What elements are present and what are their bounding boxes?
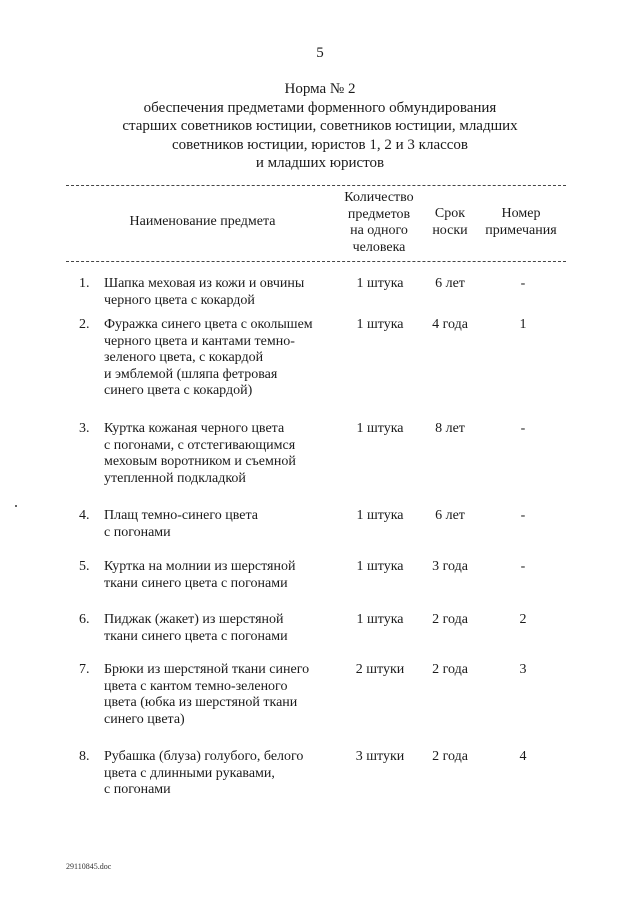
table-top-rule [66,185,566,186]
item-name-line: Брюки из шерстяной ткани синего [104,662,310,677]
column-header-name: Наименование предмета [129,214,276,229]
row-note: - [520,508,526,523]
column-header-note [478,206,564,239]
item-name-line: Куртка кожаная черного цвета [104,421,285,436]
row-quantity: 1 штука [356,559,404,574]
row-quantity: 1 штука [356,276,404,291]
item-name-line: синего цвета с кокардой) [104,383,253,398]
column-header-line: Срок [434,206,466,221]
row-number: 6. [79,612,90,627]
heading-line: и младших юристов [255,155,385,171]
row-number: 1. [79,276,90,291]
item-name-line: Рубашка (блуза) голубого, белого [104,749,304,764]
item-name-line: ткани синего цвета с погонами [104,628,288,644]
file-name-footer: 29110845.doc [66,862,112,871]
row-term: 2 года [432,662,468,677]
item-name-line: цвета (юбка из шерстяной ткани [104,695,298,710]
row-item-name [104,559,339,592]
row-term: 4 года [432,317,468,332]
row-note: 2 [519,612,527,627]
row-term: 2 года [432,749,468,764]
item-name-line: синего цвета) [104,711,185,727]
item-name-line: черного цвета и кантами темно- [104,333,295,349]
item-name-line: с погонами [104,524,171,540]
row-quantity: 2 штуки [355,662,405,677]
row-note: - [520,421,526,436]
row-item-name [104,749,339,799]
item-name-line: зеленого цвета, с кокардой [104,350,264,365]
row-item-name [104,612,339,645]
item-name-line: с погонами, с отстегивающимся [104,437,296,453]
heading-line: старших советников юстиции, советников юстиции, младших [122,118,518,134]
row-quantity: 1 штука [356,421,404,436]
item-name-line: и эмблемой (шляпа фетровая [104,366,278,382]
row-note: 4 [519,749,527,764]
row-quantity: 1 штука [356,317,404,332]
item-name-line: меховым воротником и съемной [104,454,296,469]
row-term: 6 лет [435,276,465,291]
heading-line: Норма № 2 [284,81,356,97]
row-number: 7. [79,662,90,677]
row-quantity: 1 штука [356,508,404,523]
row-number: 4. [79,508,90,523]
row-item-name [104,662,339,728]
item-name-line: черного цвета с кокардой [104,292,255,308]
column-header-line: носки [432,222,468,238]
row-term: 3 года [432,559,468,574]
column-header-line: Количество [344,190,414,205]
row-number: 3. [79,421,90,436]
row-note: 1 [519,317,527,332]
row-quantity: 1 штука [356,612,404,627]
item-name-line: с погонами [104,782,171,797]
item-name-line: цвета с длинными рукавами, [104,765,275,781]
row-term: 8 лет [435,421,465,436]
row-item-name [104,421,339,487]
scan-speck [15,505,17,507]
row-item-name [104,276,339,309]
row-quantity: 3 штуки [355,749,405,764]
row-number: 8. [79,749,90,764]
column-header-line: примечания [485,222,557,238]
column-header-quantity [332,190,426,256]
row-number: 2. [79,317,90,332]
row-item-name [104,508,339,541]
table-header-rule [66,261,566,262]
page-number: 5 [316,45,324,61]
column-header-line: Номер [501,206,541,221]
row-note: - [520,276,526,291]
item-name-line: Пиджак (жакет) из шерстяной [104,612,284,627]
row-number: 5. [79,559,90,574]
item-name-line: цвета с кантом темно-зеленого [104,678,288,694]
column-header-line: человека [352,239,406,255]
heading-line: обеспечения предметами форменного обмундирования [143,99,497,116]
item-name-line: Шапка меховая из кожи и овчины [104,276,305,291]
item-name-line: Фуражка синего цвета с околышем [104,317,313,332]
item-name-line: Куртка на молнии из шерстяной [104,559,296,574]
item-name-line: утепленной подкладкой [104,470,246,486]
row-note: - [520,559,526,574]
document-heading [0,80,640,173]
column-header-term [426,206,474,239]
row-term: 2 года [432,612,468,627]
item-name-line: Плащ темно-синего цвета [104,508,258,523]
column-header-line: предметов [347,206,411,222]
item-name-line: ткани синего цвета с погонами [104,575,288,591]
row-item-name [104,317,339,400]
heading-line: советников юстиции, юристов 1, 2 и 3 классов [172,136,468,153]
row-note: 3 [519,662,527,677]
column-header-line: на одного [350,223,408,238]
row-term: 6 лет [435,508,465,523]
